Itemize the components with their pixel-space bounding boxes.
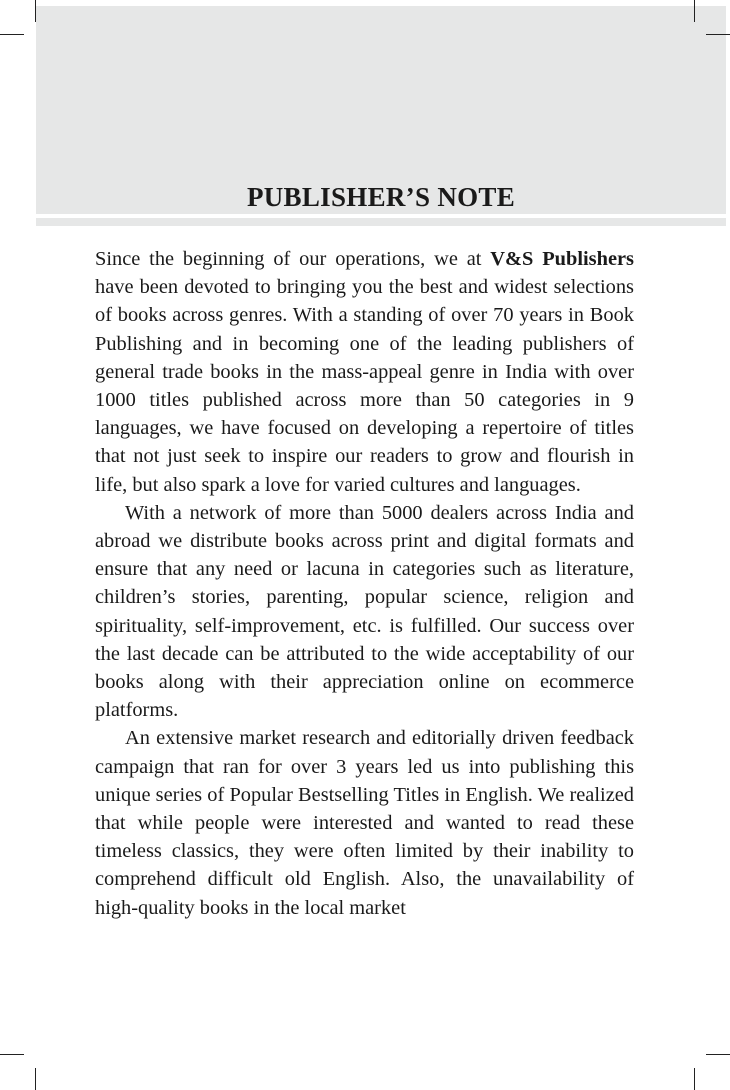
crop-mark-bottom-left-horizontal <box>0 1054 24 1055</box>
page-title: PUBLISHER’S NOTE <box>246 182 516 212</box>
crop-mark-bottom-left-vertical <box>35 1068 36 1090</box>
body-text <box>95 245 634 922</box>
crop-mark-top-left-vertical <box>35 0 36 22</box>
crop-mark-top-right-vertical <box>694 0 695 22</box>
crop-mark-bottom-right-vertical <box>694 1068 695 1090</box>
crop-mark-top-left-horizontal <box>0 34 24 35</box>
paragraph-3: An extensive market research and editorially driven feedback campaign that ran for over 3 years led us into publishing this unique series of Popular Bestselling Titles in English. We realized that while people were interested and wanted to read these timeless classics, they were often limited by their inability to comprehend difficult old English. Also, the unavailability of high-quality books in the local market <box>95 727 634 919</box>
publisher-name: V&S Publishers <box>490 248 634 270</box>
paragraph-1-rest: have been devoted to bringing you the best and widest selections of books across genres. With a standing of over 70 years in Book Publishing and in becoming one of the leading publishers of general trade books in the mass-appeal genre in India with over 1000 titles published across more than 50 categories in 9 languages, we have focused on developing a repertoire of titles that not just seek to inspire our readers to grow and flourish in life, but also spark a love for varied cultures and languages. <box>95 276 634 496</box>
paragraph-1-intro: Since the beginning of our operations, we at <box>95 248 491 270</box>
paragraph-1 <box>95 245 634 499</box>
crop-mark-top-right-horizontal <box>706 34 730 35</box>
header-rule <box>36 218 726 226</box>
paragraph-2: With a network of more than 5000 dealers across India and abroad we distribute books across print and digital formats and ensure that any need or lacuna in categories such as literature, children’s stories, parenting, popular science, religion and spirituality, self-improvement, etc. is fulfilled. Our success over the last decade can be attributed to the wide acceptability of our books along with their appreciation online on ecommerce platforms. <box>95 501 634 722</box>
crop-mark-bottom-right-horizontal <box>706 1054 730 1055</box>
